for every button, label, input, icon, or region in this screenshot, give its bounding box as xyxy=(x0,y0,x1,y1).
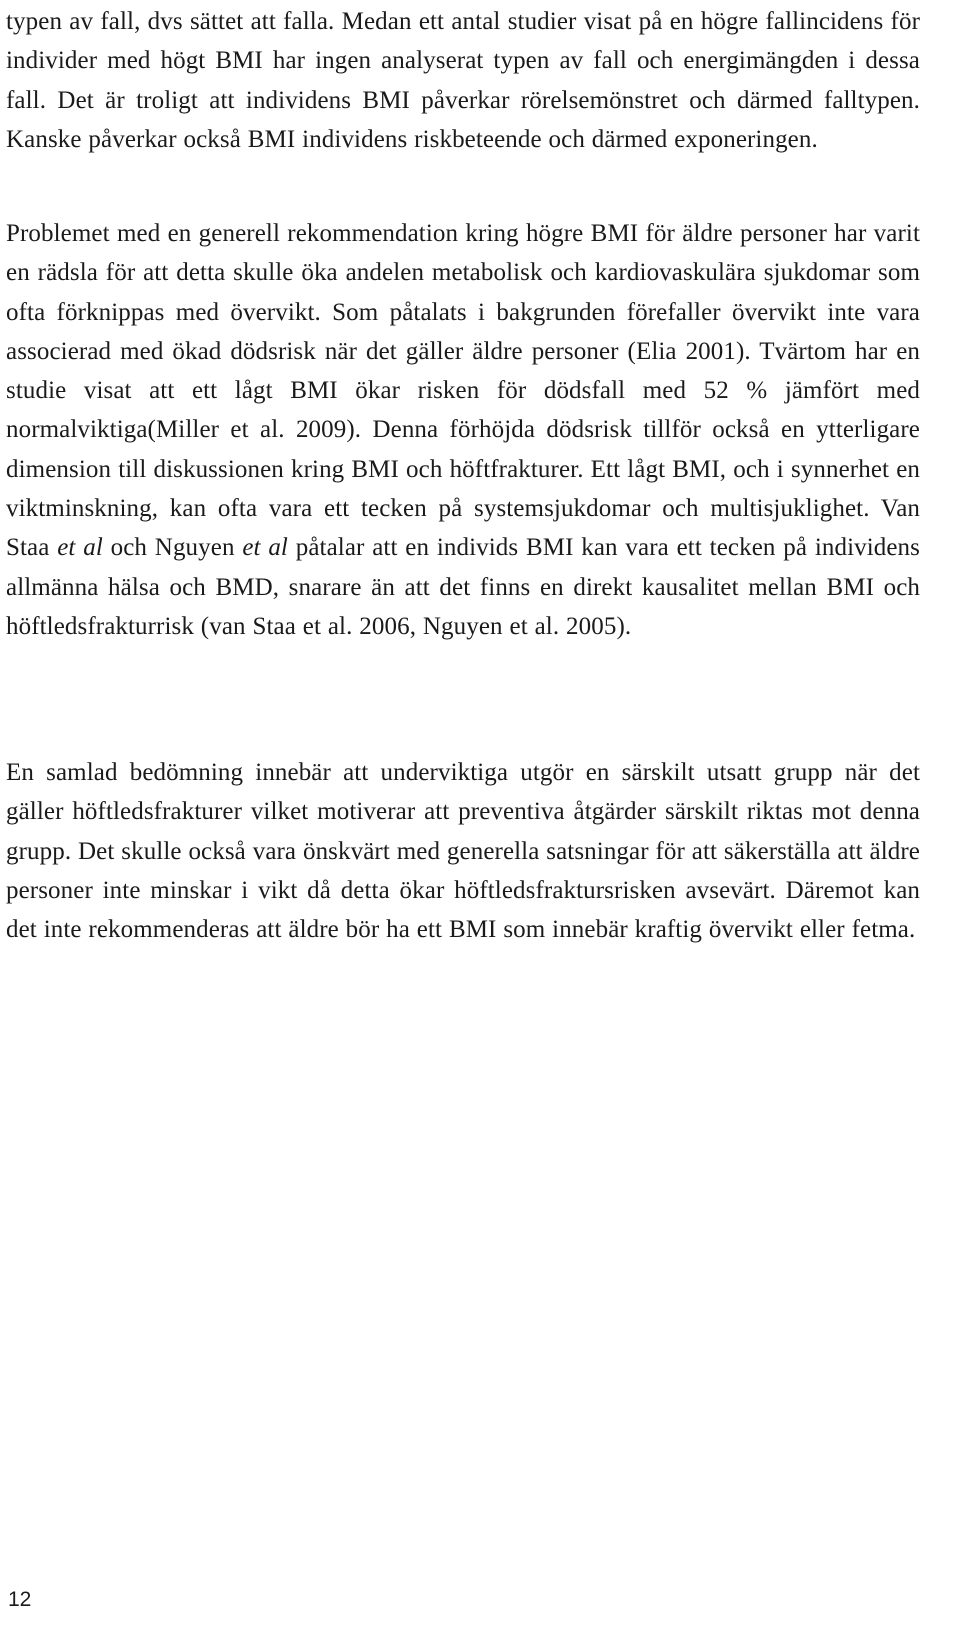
page-number: 12 xyxy=(8,1588,32,1611)
paragraph-bmi-text-part-1: Problemet med en generell rekommendation kring högre BMI för äldre personer har varit en rädsla för att detta skulle öka andelen metabolisk och kardiovaskulära sjukdomar som ofta förknippas med övervikt. Som påtalats i bakgrunden förefaller övervikt inte vara associerad med ökad dödsrisk när det gäller äldre personer (Elia 2001). Tvärtom har en studie visat att ett lågt BMI ökar risken för dödsfall med 52 % jämfört med normalviktiga(Miller et al. 2009). Denna förhöjda dödsrisk tillför också en ytterligare dimension till diskussionen kring BMI och höftfrakturer. Ett lågt BMI, och i synnerhet en viktminskning, kan ofta vara ett tecken på systemsjukdomar och multisjuklighet. Van Staa xyxy=(6,220,920,562)
paragraph-bmi-text-part-2: och Nguyen xyxy=(102,534,243,562)
paragraph-overall-assessment: En samlad bedömning innebär att underviktiga utgör en särskilt utsatt grupp när det gäller höftledsfrakturer vilket motiverar att preventiva åtgärder särskilt riktas mot denna grupp. Det skulle också vara önskvärt med generella satsningar för att säkerställa att äldre personer inte minskar i vikt då detta ökar höftledsfraktursrisken avsevärt. Däremot kan det inte rekommenderas att äldre bör ha ett BMI som innebär kraftig övervikt eller fetma. xyxy=(6,759,920,944)
italic-et-al-nguyen: et al xyxy=(242,534,288,562)
paragraph-fall-type: typen av fall, dvs sättet att falla. Medan ett antal studier visat på en högre fallincidens för individer med högt BMI har ingen analyserat typen av fall och energimängden i dessa fall. Det är troligt att individens BMI påverkar rörelsemönstret och därmed falltypen. Kanske påverkar också BMI individens riskbeteende och därmed exponeringen. xyxy=(6,8,920,153)
paragraph-bmi-recommendation xyxy=(6,214,920,646)
paragraph-bmi-text-part-3: påtalar att en individs BMI kan vara ett tecken på individens allmänna hälsa och BMD, snarare än att det finns en direkt kausalitet mellan BMI och höftledsfrakturrisk (van Staa et al. 2006, Nguyen et al. 2005). xyxy=(6,534,920,640)
italic-et-al-van-staa: et al xyxy=(57,534,103,562)
